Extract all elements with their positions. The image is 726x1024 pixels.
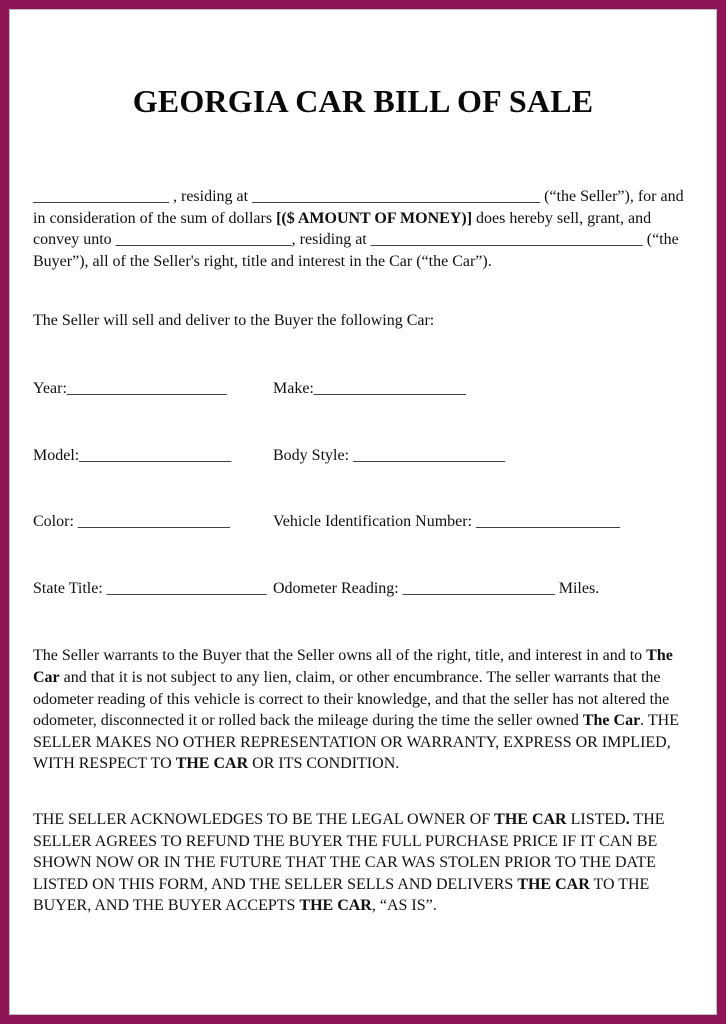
seller-address-blank: ____________________________________ — [252, 188, 541, 205]
body-style-label: Body Style: — [273, 446, 354, 464]
state-title-field — [33, 578, 273, 600]
warranty-text: The Seller warrants to the Buyer that the Seller owns all of the right, title, and interest in and to — [33, 647, 647, 665]
intro-text: does hereby sell, grant, and convey unto — [33, 209, 652, 249]
odometer-suffix: Miles. — [554, 579, 600, 597]
warranty-text: . THE SELLER MAKES NO OTHER REPRESENTATION OR WARRANTY, EXPRESS OR IMPLIED, WITH RESPECT TO — [33, 712, 679, 773]
field-row-model-bodystyle — [33, 445, 693, 467]
acknowledgment-the-car-bold: THE CAR — [494, 810, 567, 828]
acknowledgment-the-car-bold: THE CAR — [299, 897, 372, 915]
warranty-the-car-bold: THE CAR — [175, 755, 249, 773]
make-blank: ___________________ — [313, 379, 466, 397]
warranty-the-car-bold: The Car — [582, 712, 641, 730]
acknowledgment-period-bold: . — [625, 810, 630, 828]
buyer-address-blank: __________________________________ — [370, 231, 643, 249]
vehicle-fields — [33, 378, 693, 599]
color-label: Color: — [33, 513, 78, 531]
warranty-the-car-bold: The Car — [33, 647, 673, 686]
year-blank: ____________________ — [66, 379, 227, 397]
state-title-label: State Title: — [33, 579, 107, 597]
acknowledgment-text: TO THE BUYER, AND THE BUYER ACCEPTS — [33, 875, 650, 915]
color-blank: ___________________ — [77, 513, 230, 531]
acknowledgment-the-car-bold: THE CAR — [517, 875, 590, 893]
intro-paragraph — [33, 186, 693, 272]
year-label: Year: — [33, 379, 67, 397]
acknowledgment-paragraph — [33, 809, 693, 917]
model-blank: ___________________ — [79, 446, 232, 464]
field-row-color-vin — [33, 511, 693, 533]
odometer-blank: ___________________ — [402, 579, 555, 597]
intro-text: (“the Seller”), for and in consideration of the sum of dollars — [33, 188, 684, 227]
vin-field — [273, 511, 693, 533]
model-label: Model: — [33, 446, 80, 464]
acknowledgment-text: LISTED — [566, 810, 626, 828]
make-label: Make: — [273, 379, 314, 397]
body-style-field — [273, 445, 693, 467]
warranty-text: and that it is not subject to any lien, claim, or other encumbrance. The seller warrants that the odometer reading of this vehicle is correct to their knowledge, and that the seller has not altered the odometer, disconnected it or rolled back the mileage during the time the seller owned — [33, 668, 670, 730]
model-field — [33, 445, 273, 467]
seller-name-blank: _________________ — [33, 188, 169, 205]
make-field — [273, 378, 693, 400]
warranty-text: OR ITS CONDITION. — [248, 755, 400, 773]
odometer-label: Odometer Reading: — [273, 579, 403, 597]
state-title-blank: ____________________ — [106, 579, 267, 597]
document-title: GEORGIA CAR BILL OF SALE — [132, 83, 594, 119]
intro-text: , residing at — [291, 231, 371, 249]
intro-text: , residing at — [169, 188, 253, 205]
body-style-blank: ___________________ — [353, 446, 506, 464]
year-field — [33, 378, 273, 400]
odometer-field — [273, 578, 693, 600]
field-row-year-make — [33, 378, 693, 400]
acknowledgment-text: THE SELLER AGREES TO REFUND THE BUYER THE FULL PURCHASE PRICE IF IT CAN BE SHOWN NOW OR IN THE FUTURE THAT THE CAR WAS STOLEN PRIOR TO THE DATE LISTED ON THIS FORM, AND THE SELLER SELLS AND DELIVERS — [33, 810, 665, 893]
color-field — [33, 511, 273, 533]
amount-of-money-placeholder: [($ AMOUNT OF MONEY)] — [276, 209, 473, 227]
vin-blank: __________________ — [476, 513, 621, 531]
buyer-name-blank: ______________________ — [115, 231, 292, 249]
acknowledgment-text: , “AS IS”. — [371, 897, 437, 915]
warranty-paragraph — [33, 645, 693, 775]
acknowledgment-text: THE SELLER ACKNOWLEDGES TO BE THE LEGAL OWNER OF — [33, 810, 495, 828]
vin-label: Vehicle Identification Number: — [273, 513, 477, 531]
document-page — [9, 9, 717, 1015]
field-row-statetitle-odometer — [33, 578, 693, 600]
delivery-statement: The Seller will sell and deliver to the Buyer the following Car: — [33, 312, 435, 330]
intro-text: (“the Buyer”), all of the Seller's right, title and interest in the Car (“the Car”). — [33, 231, 679, 270]
